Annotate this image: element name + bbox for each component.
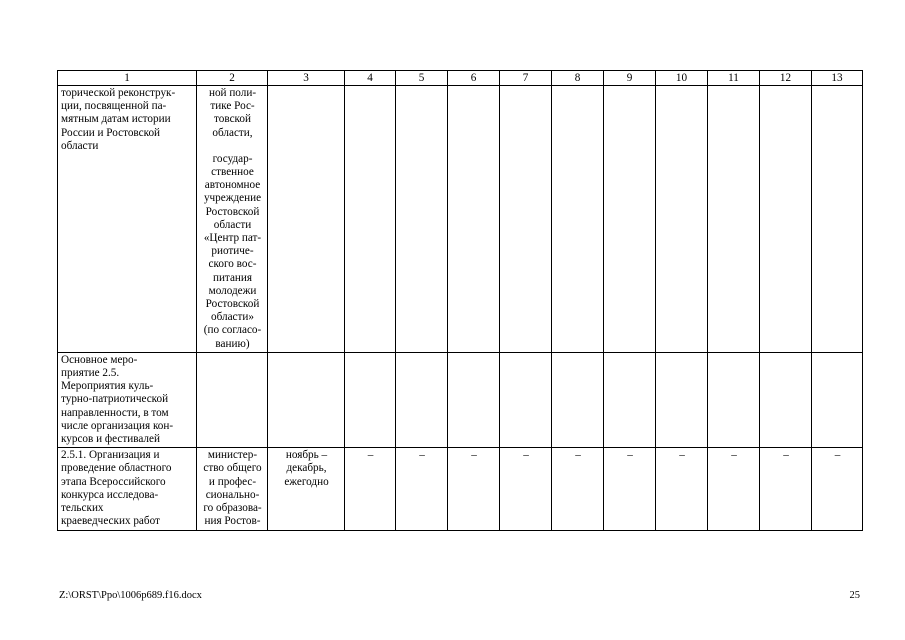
empty-cell [604,352,656,447]
dash-cell: – [448,448,500,530]
column-number: 4 [345,71,396,86]
empty-cell [604,86,656,353]
column-number: 13 [812,71,863,86]
dash-cell: – [396,448,448,530]
empty-cell [552,352,604,447]
dash-cell: – [760,448,812,530]
file-path-footer: Z:\ORST\Ppo\1006p689.f16.docx [59,590,202,601]
dash-cell: – [552,448,604,530]
empty-cell [500,86,552,353]
page-number: 25 [849,590,860,601]
empty-cell [448,352,500,447]
responsible-executor-cell: ной поли- тике Рос- товской области, государ- ственное автономное учреждение Ростовской области «Центр пат- риотиче- ского вос- питания молодежи Ростовской области» (по согласо- ванию) [197,86,268,353]
dash-cell: – [656,448,708,530]
column-number-row [58,71,863,86]
column-number: 11 [708,71,760,86]
table-row [58,448,863,530]
table-row [58,352,863,447]
dash-cell: – [708,448,760,530]
activity-name-cell: Основное меро- приятие 2.5. Мероприятия куль- турно-патриотической направленности, в том числе организация кон- курсов и фестивалей [58,352,197,447]
responsible-executor-cell: министер- ство общего и профес- сионально- го образова- ния Ростов- [197,448,268,530]
empty-cell [396,352,448,447]
empty-cell [552,86,604,353]
empty-cell [345,352,396,447]
empty-cell [448,86,500,353]
dash-cell: – [604,448,656,530]
dash-cell: – [345,448,396,530]
column-number: 10 [656,71,708,86]
column-number: 8 [552,71,604,86]
column-number: 1 [58,71,197,86]
empty-cell [656,86,708,353]
empty-cell [812,352,863,447]
column-number: 3 [268,71,345,86]
empty-cell [396,86,448,353]
empty-cell [197,352,268,447]
column-number: 9 [604,71,656,86]
column-number: 12 [760,71,812,86]
column-number: 7 [500,71,552,86]
table-row [58,86,863,353]
empty-cell [268,352,345,447]
activity-name-cell: торической реконструк- ции, посвященной па- мятным датам истории России и Ростовской области [58,86,197,353]
dash-cell: – [500,448,552,530]
dash-cell: – [812,448,863,530]
empty-cell [268,86,345,353]
program-table [57,70,863,531]
activity-name-cell: 2.5.1. Организация и проведение областного этапа Всероссийского конкурса исследова- тельских краеведческих работ [58,448,197,530]
empty-cell [708,86,760,353]
empty-cell [760,86,812,353]
empty-cell [345,86,396,353]
column-number: 2 [197,71,268,86]
empty-cell [812,86,863,353]
column-number: 6 [448,71,500,86]
deadline-cell: ноябрь – декабрь, ежегодно [268,448,345,530]
empty-cell [500,352,552,447]
column-number: 5 [396,71,448,86]
empty-cell [708,352,760,447]
empty-cell [760,352,812,447]
empty-cell [656,352,708,447]
